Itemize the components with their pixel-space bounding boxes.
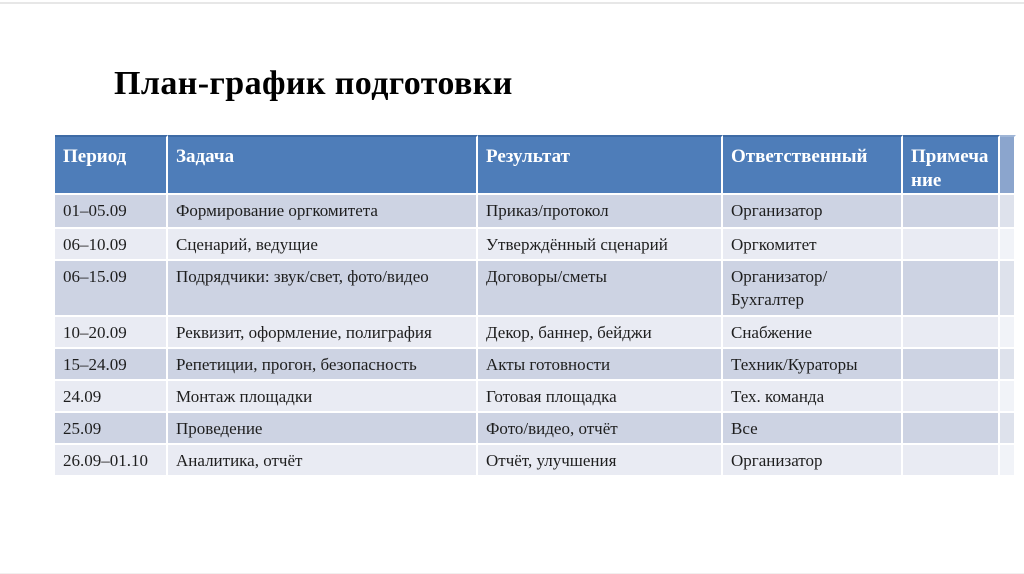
cell-responsible: Техник/Кураторы — [723, 349, 903, 381]
cell-edge-sliver — [1000, 413, 1016, 445]
cell-period: 01–05.09 — [55, 195, 168, 229]
cell-result: Декор, баннер, бейджи — [478, 317, 723, 349]
table-row — [55, 349, 1016, 381]
cell-edge-sliver — [1000, 317, 1016, 349]
column-header-task: Задача — [168, 135, 478, 195]
cell-responsible: Организатор — [723, 195, 903, 229]
cell-period: 06–10.09 — [55, 229, 168, 261]
cell-result: Отчёт, улучшения — [478, 445, 723, 477]
cell-responsible: Все — [723, 413, 903, 445]
cell-task: Реквизит, оформление, полиграфия — [168, 317, 478, 349]
cell-note — [903, 261, 1000, 317]
column-header-period: Период — [55, 135, 168, 195]
cell-edge-sliver — [1000, 229, 1016, 261]
cell-result: Приказ/протокол — [478, 195, 723, 229]
cell-responsible: Оргкомитет — [723, 229, 903, 261]
cell-note — [903, 413, 1000, 445]
table-row — [55, 413, 1016, 445]
top-divider-line — [0, 2, 1024, 4]
cell-task: Сценарий, ведущие — [168, 229, 478, 261]
cell-task: Аналитика, отчёт — [168, 445, 478, 477]
cell-note — [903, 317, 1000, 349]
cell-edge-sliver — [1000, 445, 1016, 477]
column-header-edge-sliver — [1000, 135, 1016, 195]
table-row — [55, 261, 1016, 317]
table-row — [55, 445, 1016, 477]
cell-note — [903, 195, 1000, 229]
page-title: План-график подготовки — [114, 64, 513, 102]
cell-edge-sliver — [1000, 195, 1016, 229]
cell-task: Формирование оргкомитета — [168, 195, 478, 229]
cell-edge-sliver — [1000, 381, 1016, 413]
cell-period: 15–24.09 — [55, 349, 168, 381]
cell-result: Утверждённый сценарий — [478, 229, 723, 261]
cell-period: 25.09 — [55, 413, 168, 445]
cell-task: Подрядчики: звук/свет, фото/видео — [168, 261, 478, 317]
cell-responsible: Снабжение — [723, 317, 903, 349]
column-header-note: Примечание — [903, 135, 1000, 195]
schedule-table-container — [55, 135, 1016, 477]
column-header-result: Результат — [478, 135, 723, 195]
table-header-row — [55, 135, 1016, 195]
cell-note — [903, 229, 1000, 261]
cell-task: Проведение — [168, 413, 478, 445]
cell-period: 26.09–01.10 — [55, 445, 168, 477]
cell-responsible: Тех. команда — [723, 381, 903, 413]
cell-responsible: Организатор/Бухгалтер — [723, 261, 903, 317]
cell-period: 06–15.09 — [55, 261, 168, 317]
cell-note — [903, 349, 1000, 381]
cell-note — [903, 445, 1000, 477]
schedule-table — [55, 135, 1016, 477]
cell-edge-sliver — [1000, 261, 1016, 317]
table-row — [55, 317, 1016, 349]
cell-result: Акты готовности — [478, 349, 723, 381]
cell-edge-sliver — [1000, 349, 1016, 381]
cell-responsible: Организатор — [723, 445, 903, 477]
cell-task: Монтаж площадки — [168, 381, 478, 413]
table-row — [55, 381, 1016, 413]
column-header-responsible: Ответственный — [723, 135, 903, 195]
cell-note — [903, 381, 1000, 413]
table-row — [55, 195, 1016, 229]
cell-result: Фото/видео, отчёт — [478, 413, 723, 445]
cell-result: Договоры/сметы — [478, 261, 723, 317]
cell-task: Репетиции, прогон, безопасность — [168, 349, 478, 381]
cell-result: Готовая площадка — [478, 381, 723, 413]
cell-period: 10–20.09 — [55, 317, 168, 349]
table-row — [55, 229, 1016, 261]
cell-period: 24.09 — [55, 381, 168, 413]
